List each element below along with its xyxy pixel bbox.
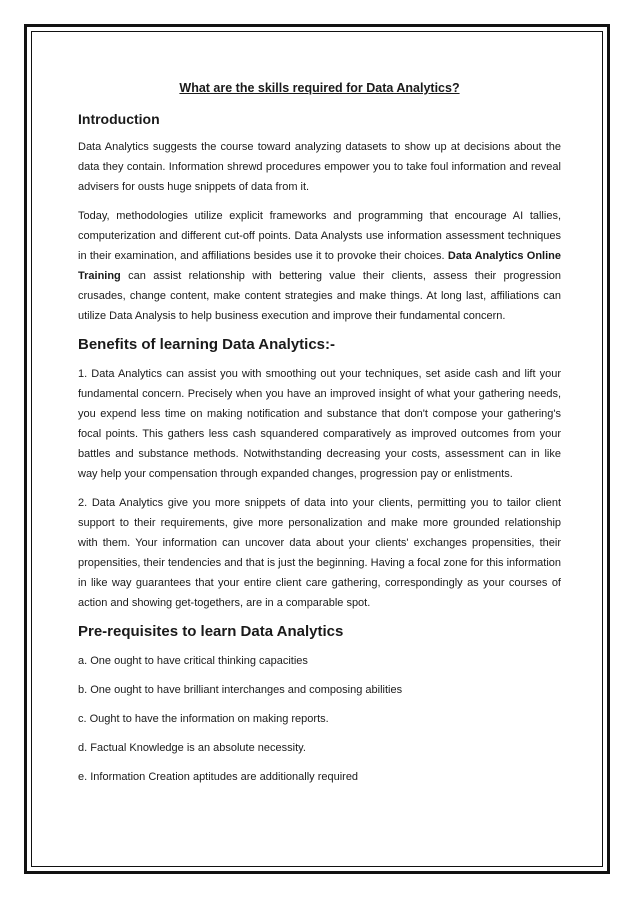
prerequisite-item-b: b. One ought to have brilliant interchanges and composing abilities — [78, 684, 403, 696]
prerequisite-item-e: e. Information Creation aptitudes are additionally required — [78, 771, 359, 783]
training-highlight: Data Analytics Online Training — [78, 250, 562, 282]
intro-p2-text-after: can assist relationship with bettering value their clients, assess their progression crusades, change content, make content strategies and make things. At long last, affiliations can utilize Data Analysis to help business execution and improve their fundamental concern. — [78, 270, 561, 322]
document-body — [78, 80, 561, 796]
introduction-paragraph-2 — [78, 206, 561, 326]
prerequisite-item-a: a. One ought to have critical thinking capacities — [78, 655, 308, 667]
benefit-point-2: 2. Data Analytics give you more snippets of data into your clients, permitting you to tailor client support to their requirements, give more personalization and make more grounded relationship with them. Your information can uncover data about your clients' exchanges propensities, their propensities, their tendencies and that is just the beginning. Having a focal zone for this information in like way guarantees that your entire client care gathering, correspondingly as your courses of action and showing get-togethers, are in a comparable spot. — [78, 497, 561, 609]
prerequisite-item-c: c. Ought to have the information on making reports. — [78, 713, 329, 725]
benefit-point-1: 1. Data Analytics can assist you with smoothing out your techniques, set aside cash and lift your fundamental concern. Precisely when you have an improved insight of what your gathering needs, you expend less time on making notification and substance that don't compose your gathering's focal points. This gathers less cash squandered comparatively as improved outcomes from your battles and substance methods. Notwithstanding decreasing your costs, assessment can in like way help your compensation through expanded changes, progression pay or enlistments. — [78, 368, 561, 480]
prerequisites-heading: Pre-requisites to learn Data Analytics — [78, 623, 344, 640]
intro-p2-text-before: Today, methodologies utilize explicit frameworks and programming that encourage AI tallies, computerization and different cut-off points. Data Analysts use information assessment techniques in their examination, and affiliations besides use it to provoke their choices. — [78, 210, 561, 262]
introduction-paragraph-1: Data Analytics suggests the course toward analyzing datasets to show up at decisions about the data they contain. Information shrewd procedures empower you to take foul information and reveal advisers for ousts huge snippets of data from it. — [78, 141, 561, 193]
document-title: What are the skills required for Data Analytics? — [179, 81, 460, 95]
prerequisite-item-d: d. Factual Knowledge is an absolute necessity. — [78, 742, 306, 754]
introduction-heading: Introduction — [78, 111, 160, 127]
benefits-heading: Benefits of learning Data Analytics:- — [78, 336, 335, 353]
